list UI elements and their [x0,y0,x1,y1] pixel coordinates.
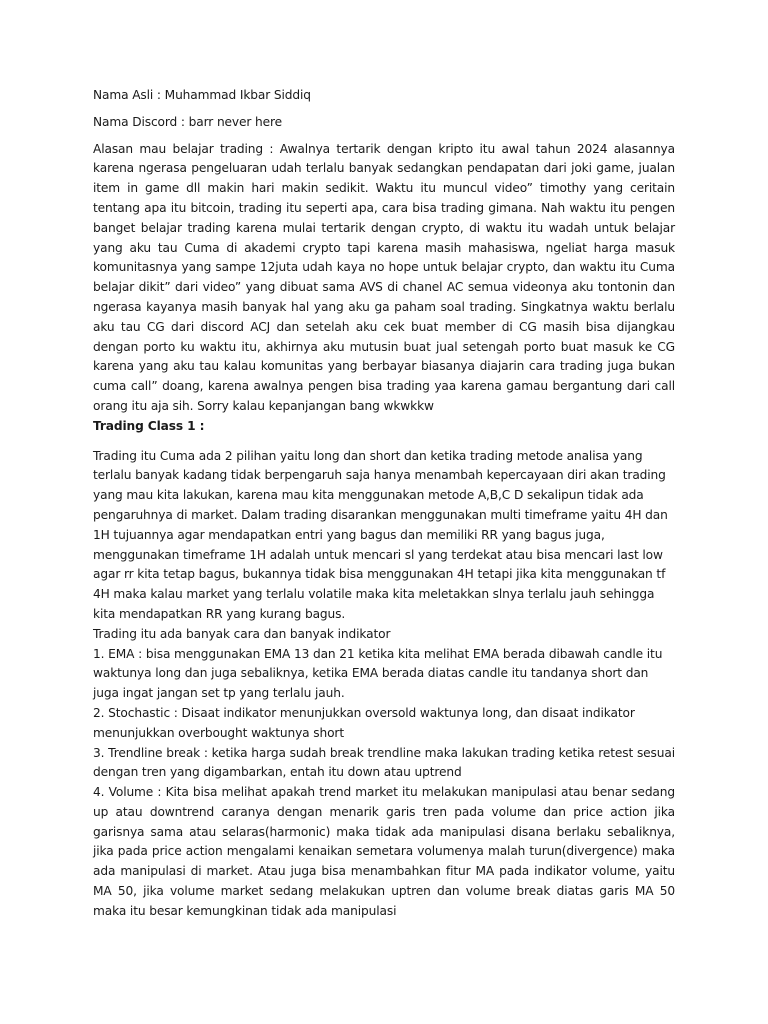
real-name-line: Nama Asli : Muhammad Ikbar Siddiq [93,88,311,102]
indicator-stochastic: 2. Stochastic : Disaat indikator menunjukkan oversold waktunya long, dan disaat indikator menunjukkan overbought waktunya short [93,705,635,740]
document-page [93,86,675,922]
trading-class-intro: Trading itu Cuma ada 2 pilihan yaitu long dan short dan ketika trading metode analisa yang terlalu banyak kadang tidak berpengaruh saja hanya menambah kepercayaan diri akan trading yang mau kita lakukan, karena mau kita menggunakan metode A,B,C D sekalipun tidak ada pengaruhnya di market. Dalam trading disarankan menggunakan multi timeframe yaitu 4H dan 1H tujuannya agar mendapatkan entri yang bagus dan memiliki RR yang bagus juga, menggunakan timeframe 1H adalah untuk mencari sl yang terdekat atau bisa mencari last low agar rr kita tetap bagus, bukannya tidak bisa menggunakan 4H tetapi jika kita menggunakan tf 4H maka kalau market yang terlalu volatile maka kita meletakkan slnya terlalu jauh sehingga kita mendapatkan RR yang kurang bagus. [93,448,668,621]
discord-name-line: Nama Discord : barr never here [93,114,283,129]
reason-paragraph: Alasan mau belajar trading : Awalnya tertarik dengan kripto itu awal tahun 2024 alasannya karena ngerasa pengeluaran udah terlalu banyak sedangkan pendapatan dari joki game, jualan item in game dll makin hari makin sedikit. Waktu itu muncul video” timothy yang ceritain tentang apa itu bitcoin, trading itu seperti apa, cara bisa trading gimana. Nah waktu itu pengen banget belajar trading karena mulai tertarik dengan crypto, di waktu itu wadah untuk belajar yang aku tau Cuma di akademi crypto tapi karena masih mahasiswa, ngeliat harga masuk komunitasnya yang sampe 12juta udah kaya no hope untuk belajar crypto, dan waktu itu Cuma belajar dikit” dari video” yang dibuat sama AVS di chanel AC semua videonya aku tontonin dan ngerasa kayanya masih banyak hal yang aku ga paham soal trading. Singkatnya waktu berlalu aku tau CG dari discord ACJ dan setelah aku cek buat member di CG masih bisa dijangkau dengan porto ku waktu itu, akhirnya aku mutusin buat jual setengah porto buat masuk ke CG karena yang aku tau kalau komunitas yang berbayar biasanya diajarin cara trading juga bukan cuma call” doang, karena awalnya pengen bisa trading yaa karena gamau bergantung dari call orang itu aja sih. Sorry kalau kepanjangan bang wkwkkw [93,141,675,413]
trading-class-heading: Trading Class 1 : [93,418,205,433]
indicators-intro: Trading itu ada banyak cara dan banyak indikator [93,626,391,641]
indicator-volume: 4. Volume : Kita bisa melihat apakah trend market itu melakukan manipulasi atau benar sedang up atau downtrend caranya dengan menarik garis tren pada volume dan price action jika garisnya sama atau selaras(harmonic) maka tidak ada manipulasi disana berlaku sebaliknya, jika pada price action mengalami kenaikan semetara volumenya malah turun(divergence) maka ada manipulasi di market. Atau juga bisa menambahkan fitur MA pada indikator volume, yaitu MA 50, jika volume market sedang melakukan uptren dan volume break diatas garis MA 50 maka itu besar kemungkinan tidak ada manipulasi [93,785,675,918]
indicator-ema: 1. EMA : bisa menggunakan EMA 13 dan 21 ketika kita melihat EMA berada dibawah candle itu waktunya long dan juga sebaliknya, ketika EMA berada diatas candle itu tandanya short dan juga ingat jangan set tp yang terlalu jauh. [93,646,663,701]
indicator-trendline-break: 3. Trendline break : ketika harga sudah break trendline maka lakukan trading ketika retest sesuai dengan tren yang digambarkan, entah itu down atau uptrend [93,745,675,780]
